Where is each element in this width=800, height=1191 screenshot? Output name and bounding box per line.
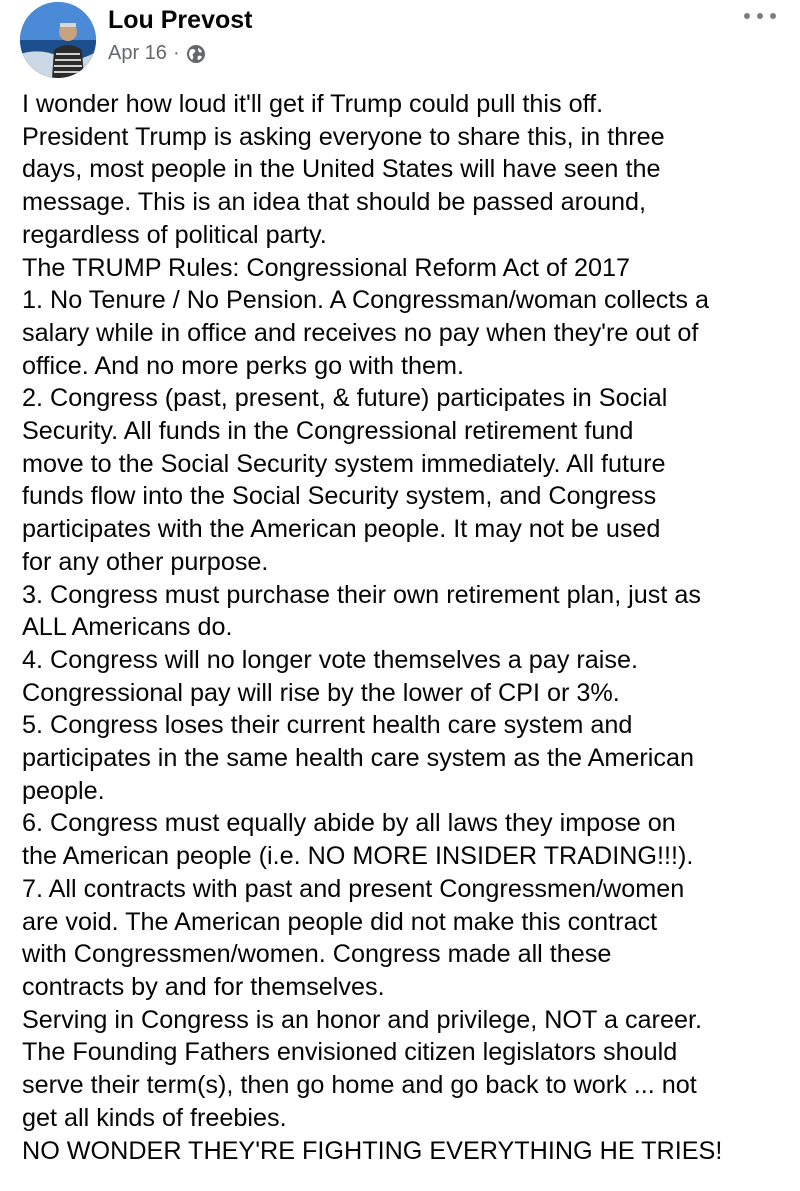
post-text-line: 7. All contracts with past and present Congressmen/women	[22, 874, 685, 903]
post-header	[20, 2, 780, 78]
author-name[interactable]: Lou Prevost	[108, 6, 253, 34]
post-text-line: The Founding Fathers envisioned citizen legislators should	[22, 1038, 678, 1067]
post-text-line: 4. Congress will no longer vote themselves a pay raise.	[22, 645, 638, 674]
post-text-line: I wonder how loud it'll get if Trump could pull this off.	[22, 90, 604, 118]
post-text-line: participates with the American people. It may not be used	[22, 515, 661, 544]
avatar[interactable]	[20, 2, 96, 78]
post-text-line: message. This is an idea that should be passed around,	[22, 188, 647, 217]
post-text-line: for any other purpose.	[22, 547, 269, 576]
post-text-line: people.	[22, 776, 105, 805]
post-text-line: contracts by and for themselves.	[22, 972, 385, 1001]
post-text-line: 2. Congress (past, present, & future) participates in Social	[22, 384, 668, 413]
avatar-photo-icon	[20, 2, 96, 78]
post-text-line: 6. Congress must equally abide by all laws they impose on	[22, 809, 676, 838]
post-date[interactable]: Apr 16	[108, 42, 167, 64]
post-text-line: serve their term(s), then go home and go back to work ... not	[22, 1071, 697, 1100]
post-text-line: funds flow into the Social Security system, and Congress	[22, 482, 657, 511]
more-options-icon[interactable]	[744, 6, 776, 26]
post-text-line: Congressional pay will rise by the lower of CPI or 3%.	[22, 678, 620, 707]
post-text-line: get all kinds of freebies.	[22, 1103, 287, 1132]
post-text-line: NO WONDER THEY'RE FIGHTING EVERYTHING HE TRIES!	[22, 1136, 723, 1165]
post-text-line: Serving in Congress is an honor and privilege, NOT a career.	[22, 1005, 702, 1034]
more-dot	[757, 13, 763, 19]
post-text-line: office. And no more perks go with them.	[22, 351, 464, 380]
post-body	[22, 88, 792, 1167]
post-text-line: regardless of political party.	[22, 220, 327, 249]
post-text-line: salary while in office and receives no pay when they're out of	[22, 318, 699, 347]
meta-separator: ·	[172, 42, 180, 64]
post-text-line: the American people (i.e. NO MORE INSIDER TRADING!!!).	[22, 842, 694, 871]
post-text-line: Security. All funds in the Congressional retirement fund	[22, 417, 634, 446]
post-text-line: 3. Congress must purchase their own retirement plan, just as	[22, 580, 701, 609]
post-text-line: participates in the same health care system as the American	[22, 744, 694, 773]
post-meta	[108, 42, 206, 65]
more-dot	[770, 13, 776, 19]
globe-icon[interactable]	[186, 44, 206, 64]
post-text-line: are void. The American people did not make this contract	[22, 907, 658, 936]
post-text-line: 1. No Tenure / No Pension. A Congressman/woman collects a	[22, 286, 709, 315]
post-text-line: The TRUMP Rules: Congressional Reform Act of 2017	[22, 253, 631, 282]
post-text-line: days, most people in the United States will have seen the	[22, 155, 661, 184]
post-text-line: President Trump is asking everyone to share this, in three	[22, 122, 665, 151]
post-text-line: with Congressmen/women. Congress made all these	[22, 940, 612, 969]
post-text-line: ALL Americans do.	[22, 613, 233, 642]
post-text-line: move to the Social Security system immediately. All future	[22, 449, 666, 478]
post-text-line: 5. Congress loses their current health care system and	[22, 711, 633, 740]
more-dot	[744, 13, 750, 19]
